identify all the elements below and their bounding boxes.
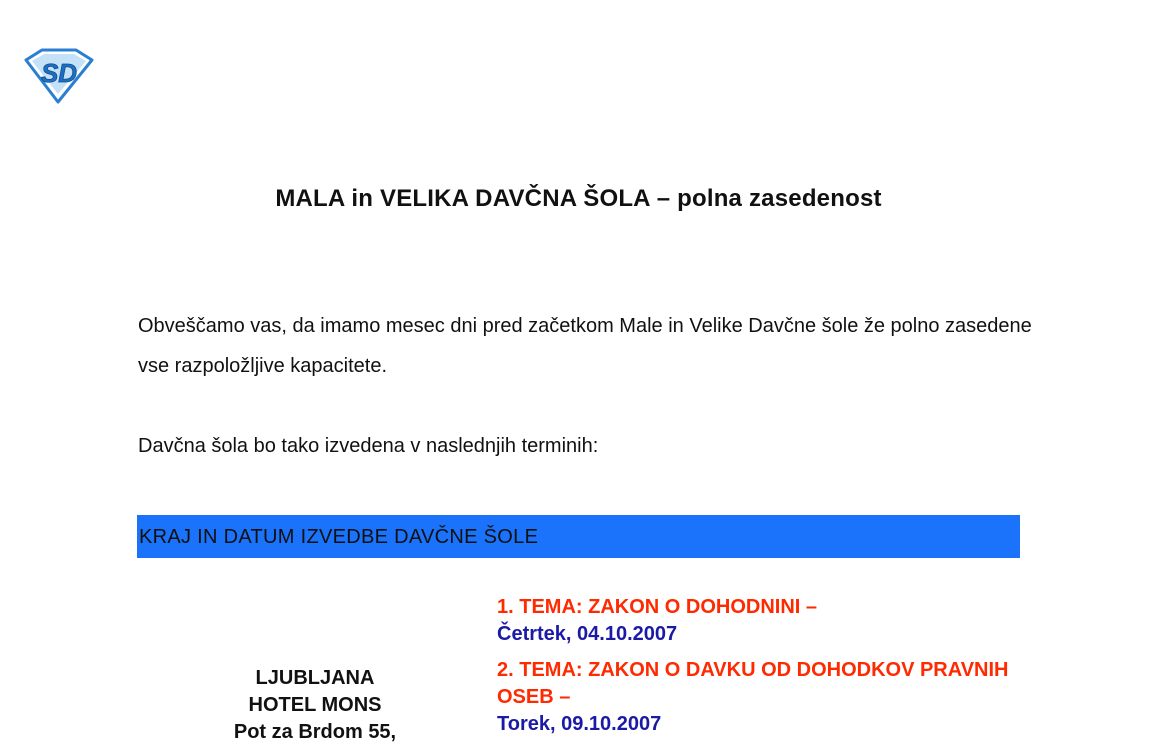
intro-paragraph: Obveščamo vas, da imamo mesec dni pred začetkom Male in Velike Davčne šole že polno zasedene vse razpoložljive kapacitete. [138, 315, 1032, 377]
section-banner: KRAJ IN DATUM IZVEDBE DAVČNE ŠOLE [137, 515, 1020, 558]
topic-title: 2. TEMA: ZAKON O DAVKU OD DOHODKOV PRAVNIH OSEB – [497, 659, 1009, 708]
company-logo [22, 48, 96, 104]
svg-text:SD: SD [40, 58, 78, 88]
topic-item [497, 657, 1017, 738]
topic-item [497, 594, 1017, 648]
venue-address: Pot za Brdom 55, [233, 721, 397, 743]
venue-block [190, 665, 440, 746]
schedule-intro: Davčna šola bo tako izvedena v naslednjih terminih: [138, 435, 599, 457]
venue-hotel: HOTEL MONS [248, 694, 382, 716]
venue-city: LJUBLJANA [255, 667, 375, 689]
topics-list [497, 594, 1017, 747]
topic-date: Četrtek, 04.10.2007 [497, 623, 678, 645]
topic-date: Torek, 09.10.2007 [497, 713, 662, 735]
topic-title: 1. TEMA: ZAKON O DOHODNINI – [497, 596, 818, 618]
document-title: MALA in VELIKA DAVČNA ŠOLA – polna zasedenost [275, 185, 882, 212]
